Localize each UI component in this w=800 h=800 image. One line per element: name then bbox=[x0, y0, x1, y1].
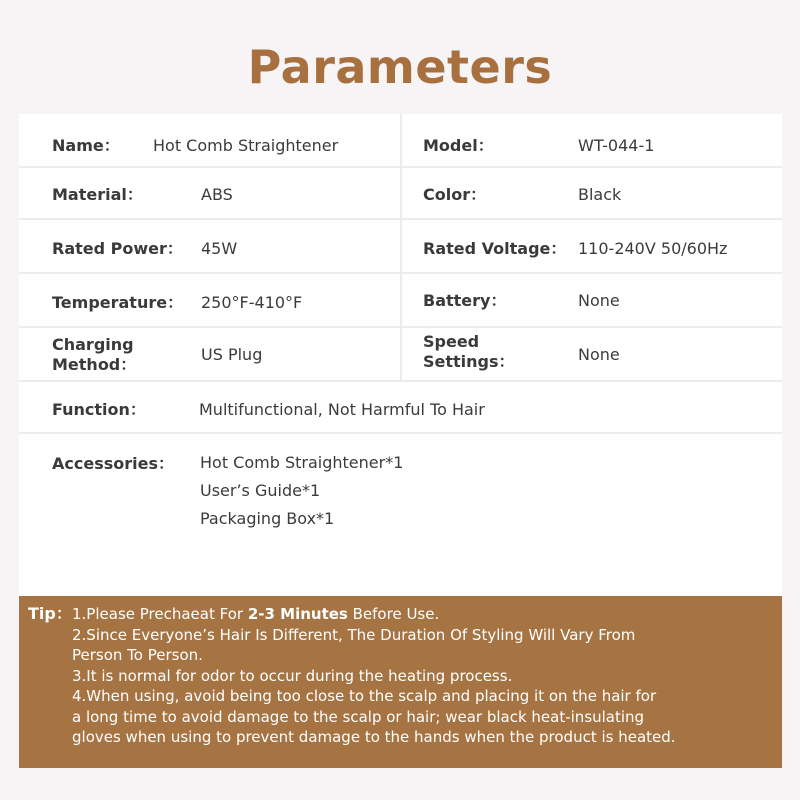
accessories-list bbox=[200, 449, 403, 533]
material-label: Material： bbox=[52, 185, 143, 204]
tip-line-3: 3.It is normal for odor to occur during the heating process. bbox=[72, 666, 513, 685]
tip-line-1-post: Before Use. bbox=[347, 605, 440, 623]
rated-voltage-value: 110-240V 50/60Hz bbox=[578, 239, 728, 258]
speed-settings-value: None bbox=[578, 345, 620, 364]
model-label: Model： bbox=[423, 136, 494, 155]
function-label: Function： bbox=[52, 400, 146, 419]
material-value: ABS bbox=[201, 185, 233, 204]
model-value: WT-044-1 bbox=[578, 136, 655, 155]
tip-line-2a: 2.Since Everyone’s Hair Is Different, The Duration Of Styling Will Vary From bbox=[72, 625, 636, 644]
charging-method-label-line1: Charging bbox=[52, 335, 134, 354]
rated-power-value: 45W bbox=[201, 239, 238, 258]
tip-line-1-pre: 1.Please Prechaeat For bbox=[72, 605, 248, 623]
speed-settings-label-line1: Speed bbox=[423, 332, 480, 351]
accessory-item: Packaging Box*1 bbox=[200, 509, 335, 528]
temperature-label: Temperature： bbox=[52, 293, 184, 312]
row-divider bbox=[19, 380, 782, 382]
color-value: Black bbox=[578, 185, 622, 204]
tip-line-4c: gloves when using to prevent damage to the hands when the product is heated. bbox=[72, 728, 676, 746]
charging-method-label-line2: Method： bbox=[52, 355, 137, 374]
tip-label: Tip： bbox=[28, 604, 72, 623]
tip-line-1 bbox=[72, 604, 772, 625]
rated-power-label: Rated Power： bbox=[52, 239, 183, 258]
battery-label: Battery： bbox=[423, 291, 507, 310]
name-value: Hot Comb Straightener bbox=[153, 136, 339, 155]
name-label: Name： bbox=[52, 136, 120, 155]
page-title: Parameters bbox=[247, 40, 553, 94]
parameters-table bbox=[19, 114, 782, 596]
row-divider bbox=[19, 432, 782, 434]
tip-line-2b: Person To Person. bbox=[72, 646, 203, 664]
accessory-item: Hot Comb Straightener*1 bbox=[200, 453, 404, 472]
tip-text bbox=[72, 604, 772, 748]
function-value: Multifunctional, Not Harmful To Hair bbox=[199, 400, 485, 419]
speed-settings-label-line2: Settings： bbox=[423, 352, 515, 371]
tip-box bbox=[19, 596, 782, 768]
temperature-value: 250°F-410°F bbox=[201, 293, 303, 312]
tip-line-4a: 4.When using, avoid being too close to the scalp and placing it on the hair for bbox=[72, 687, 657, 705]
color-label: Color： bbox=[423, 185, 487, 204]
accessories-label: Accessories： bbox=[52, 454, 174, 473]
accessory-item: User’s Guide*1 bbox=[200, 481, 321, 500]
tip-line-1-bold: 2-3 Minutes bbox=[247, 605, 348, 623]
column-divider bbox=[400, 114, 402, 380]
rated-voltage-label: Rated Voltage： bbox=[423, 239, 567, 258]
speed-settings-label bbox=[423, 332, 515, 372]
charging-method-value: US Plug bbox=[201, 345, 263, 364]
charging-method-label bbox=[52, 335, 136, 375]
battery-value: None bbox=[578, 291, 620, 310]
tip-line-4b: a long time to avoid damage to the scalp or hair; wear black heat-insulating bbox=[72, 707, 645, 726]
